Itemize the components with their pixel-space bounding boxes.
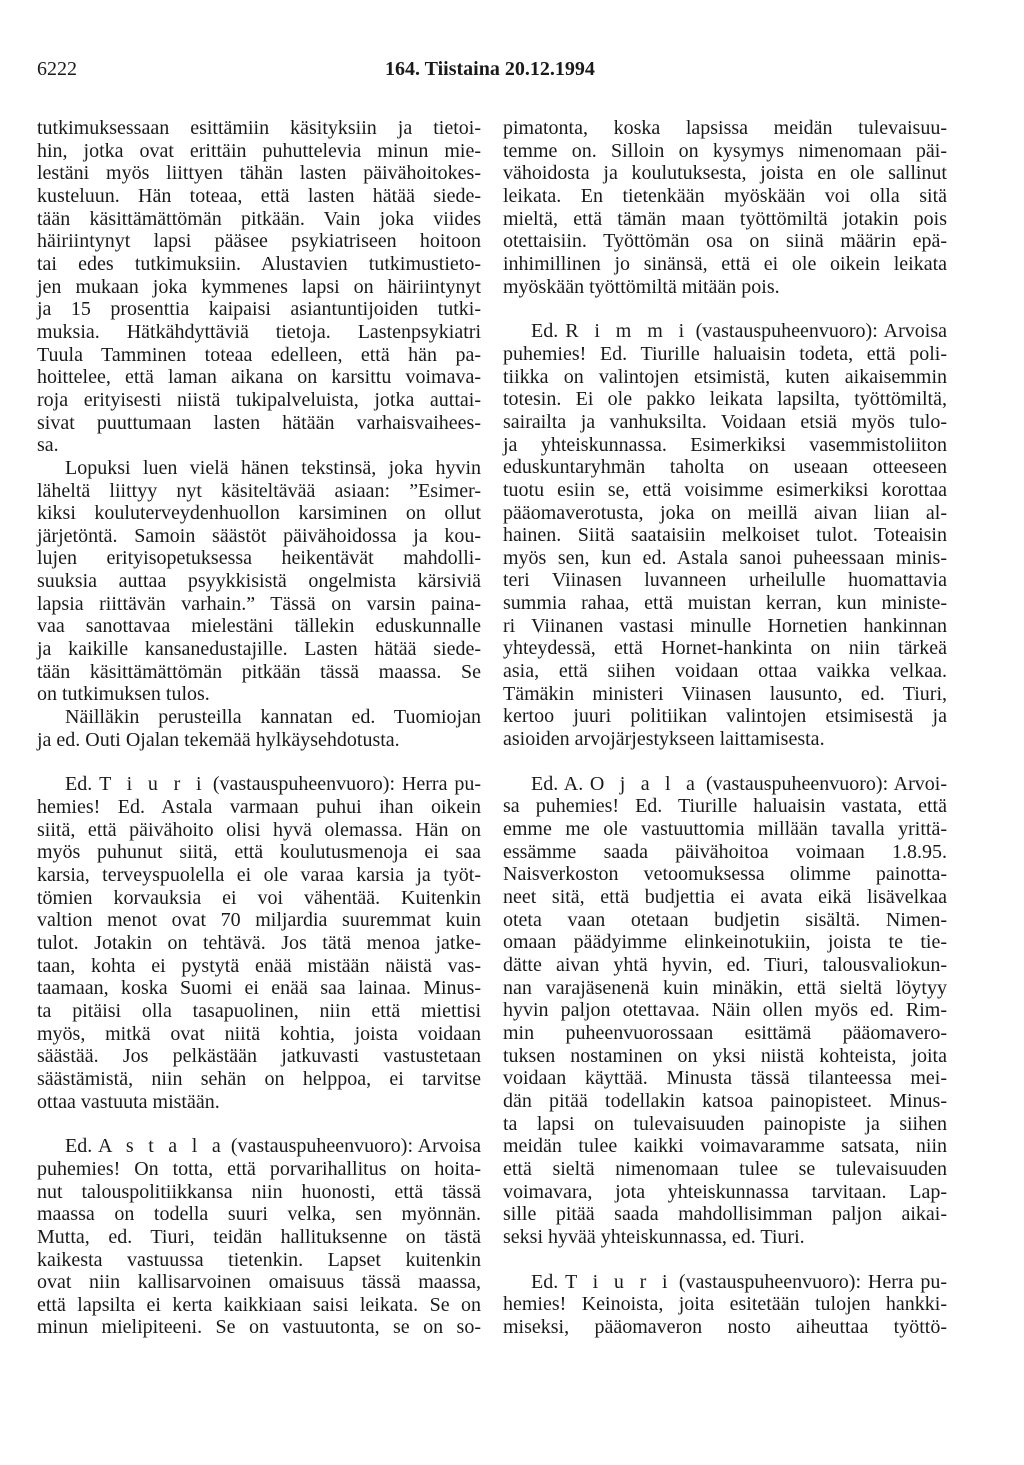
- speaker-prefix: Ed.: [531, 320, 559, 343]
- speech-opening-text: (vastauspuheenvuoro): Arvoisa: [695, 320, 947, 343]
- text-line: nut talouspolitiikkansa niin huonosti, että tässä: [37, 1180, 481, 1203]
- text-line: valtion menot ovat 70 miljardia suuremmat kuin: [37, 909, 481, 932]
- speech-body: [37, 1158, 481, 1339]
- text-line: Lopuksi luen vielä hänen tekstinsä, joka hyvin: [65, 456, 481, 479]
- speech-opening-line: [503, 773, 947, 796]
- speech-body: [503, 343, 947, 751]
- text-line: suuksia auttaa psyykkisistä ongelmista kärsiviä: [37, 570, 481, 593]
- speech-paragraph: [37, 1135, 481, 1339]
- text-line: essämme saada päivähoitoa voimaan 1.8.95.: [503, 840, 947, 863]
- text-line: ta lapsi on tulevaisuuden painopiste ja siihen: [503, 1112, 947, 1135]
- text-line: lujen erityisopetuksessa heikentävät mahdolli-: [37, 547, 481, 570]
- text-line: hemies! Ed. Astala varmaan puhui ihan oikein: [37, 796, 481, 819]
- text-line: kaikesta vastuussa tietenkin. Lapset kuitenkin: [37, 1248, 481, 1271]
- speech-opening-text: (vastauspuheenvuoro): Herra pu-: [678, 1270, 948, 1293]
- text-line: seksi hyvää yhteiskunnassa, ed. Tiuri.: [503, 1225, 805, 1248]
- text-line: emme me ole vastuuttomia millään tavalla yrittä-: [503, 818, 947, 841]
- text-line: sille pitää saada mahdollisimman paljon aikai-: [503, 1203, 947, 1226]
- text-line: ovat niin kallisarvoinen omaisuus tässä maassa,: [37, 1271, 481, 1294]
- speech-paragraph: [37, 773, 481, 1113]
- text-line: hin, jotka ovat erittäin puhuttelevia minun mie-: [37, 139, 481, 162]
- text-line: häiriintynyt lapsi pääsee psykiatriseen hoitoon: [37, 230, 481, 253]
- text-line: on tutkimuksen tulos.: [37, 683, 210, 706]
- page-number: 6222: [37, 58, 77, 80]
- text-line: puhemies! Ed. Tiurille haluaisin todeta, että poli-: [503, 342, 947, 365]
- text-line: karsia, terveyspuolella ei ole varaa karsia ja työt-: [37, 864, 481, 886]
- speech-paragraph: [503, 320, 947, 750]
- paragraph-gap: [503, 298, 947, 320]
- speech-opening-line: [37, 773, 481, 796]
- text-line: ja 15 prosenttia kaipaisi asiantuntijoiden tutki-: [37, 298, 481, 321]
- text-line: ri Viinanen vastasi minulle Hornetien hankinnan: [503, 614, 947, 637]
- text-line: kertoo juuri politiikan valintojen etsimisestä ja: [503, 705, 947, 728]
- text-line: myös, mitkä ovat niitä kohtia, joista voidaan: [37, 1022, 481, 1045]
- speech-body: [503, 795, 947, 1248]
- text-line: että sieltä nimenomaan tulee se tulevaisuuden: [503, 1157, 947, 1180]
- speaker-name: R i m m i: [565, 320, 689, 343]
- text-line: teri Viinasen luvanneen urheilulle huomattavia: [503, 569, 947, 592]
- text-line: meidän tulee kaikki voimavaramme satsata, niin: [503, 1135, 947, 1158]
- text-line: neet sitä, että budjettia ei avata eikä lisävelkaa: [503, 886, 947, 908]
- text-line: sivat puuttumaan lasten hätään varhaisvaihees-: [37, 411, 481, 434]
- text-line: siitä, että päivähoito olisi hyvä olemassa. Hän on: [37, 818, 481, 841]
- speech-opening-line: [37, 1135, 481, 1158]
- speaker-name: T i u r i: [99, 773, 206, 796]
- text-line: Naisverkoston vetoomuksessa olimme painotta-: [503, 863, 947, 886]
- paragraph: [37, 706, 481, 751]
- text-line: nan varajäsenenä kuin minäkin, että sieltä löytyy: [503, 976, 947, 999]
- text-line: ta pitäisi olla tasapuolinen, niin että miettisi: [37, 999, 481, 1022]
- paragraph: [37, 457, 481, 706]
- text-line: dätte aivan yhtä hyvin, ed. Tiuri, talousvaliokun-: [503, 953, 947, 976]
- text-line: voimavara, jota yhteiskunnassa tarvitaan. Lap-: [503, 1180, 947, 1203]
- text-line: minun mielipiteeni. Se on vastuutonta, se on so-: [37, 1316, 481, 1339]
- text-line: pääomaverotusta, joka on meillä aivan liian al-: [503, 501, 947, 524]
- text-line: tai edes tutkimuksiin. Alustavien tutkimustieto-: [37, 252, 481, 275]
- text-line: otettaisiin. Työttömän osa on siinä määrin epä-: [503, 230, 947, 253]
- speaker-name: A s t a l a: [97, 1135, 226, 1158]
- text-line: että lapsilta ei kerta kaikkiaan saisi leikata. Se on: [37, 1293, 481, 1316]
- speech-paragraph: [503, 773, 947, 1249]
- text-line: taan, kohta ei pystytä enää mistään näistä vas-: [37, 954, 481, 977]
- text-line: puhemies! On totta, että porvarihallitus on hoita-: [37, 1157, 481, 1180]
- text-line: omaan päädyimme elinkeinotukiin, joista te tie-: [503, 931, 947, 954]
- text-line: läheltä liittyy nyt käsiteltävää asiaan: ”Esimer-: [37, 479, 481, 502]
- speaker-prefix: Ed.: [65, 773, 93, 796]
- text-line: kiksi kouluterveydenhuollon karsiminen on ollut: [37, 502, 481, 525]
- text-line: voidaan käyttää. Minusta tässä tilanteessa mei-: [503, 1067, 947, 1090]
- text-line: vaa sanottavaa mielestäni tällekin eduskunnalle: [37, 615, 481, 638]
- text-line: tuksen nostaminen on yksi niistä kohteista, joita: [503, 1044, 947, 1067]
- text-line: ottaa vastuuta mistään.: [37, 1090, 220, 1113]
- text-line: tään käsittämättömän pitkään tässä maassa. Se: [37, 660, 481, 683]
- speech-opening-text: (vastauspuheenvuoro): Arvoi-: [705, 772, 947, 795]
- text-line: myöskään työttömiltä mitään pois.: [503, 275, 780, 298]
- text-line: lapsia riittävän varhain.” Tässä on varsin paina-: [37, 592, 481, 615]
- paragraph-gap: [503, 1249, 947, 1271]
- text-line: eduskuntaryhmän taholta on useaan otteeseen: [503, 456, 947, 479]
- text-line: maassa on todella suuri velka, sen myönnän.: [37, 1203, 481, 1226]
- text-line: ja kaikille kansanedustajille. Lasten hätää siede-: [37, 638, 481, 661]
- text-line: dän pitää todellakin katsoa painopisteet. Minus-: [503, 1089, 947, 1112]
- text-line: inhimillinen jo sinänsä, että ei ole oikein leikata: [503, 252, 947, 275]
- right-column: [503, 117, 947, 1338]
- text-line: hemies! Keinoista, joita esitetään tulojen hankki-: [503, 1293, 947, 1316]
- speaker-name: O j a l a: [589, 772, 700, 795]
- paragraph-gap: [37, 1113, 481, 1135]
- speaker-prefix: Ed.: [65, 1135, 93, 1158]
- text-line: summia rahaa, että muistan kerran, kun ministe-: [503, 592, 947, 615]
- speech-paragraph: [503, 1271, 947, 1339]
- text-line: sa puhemies! Ed. Tiurille haluaisin vastata, että: [503, 795, 947, 818]
- page-header-title: 164. Tiistaina 20.12.1994: [385, 58, 595, 80]
- text-line: yhteydessä, että Hornet-hankinta on niin tärkeä: [503, 637, 947, 660]
- text-line: Mutta, ed. Tiuri, teidän hallituksenne on tästä: [37, 1225, 481, 1248]
- speech-body: [503, 1293, 947, 1338]
- text-line: hainen. Siitä saataisiin melkoiset tulot. Toteaisin: [503, 524, 947, 547]
- text-line: hoittelee, että laman aikana on karsittu voimava-: [37, 366, 481, 389]
- text-line: ja ed. Outi Ojalan tekemää hylkäysehdotusta.: [37, 728, 400, 751]
- text-line: lestäni myös liittyen tähän lasten päivähoitokes-: [37, 162, 481, 185]
- text-line: säästämistä, niin sehän on helppoa, ei tarvitse: [37, 1067, 481, 1090]
- text-line: tutkimuksessaan esittämiin käsityksiin ja tietoi-: [37, 117, 481, 139]
- text-line: oteta vaan otetaan budjetin sisältä. Nimen-: [503, 908, 947, 931]
- text-line: tömien korvauksia ei voi vähentää. Kuitenkin: [37, 886, 481, 909]
- text-line: ja yhteiskunnassa. Esimerkiksi vasemmistoliiton: [503, 433, 947, 456]
- text-line: totesin. Ei ole pakko leikata lapsilta, työttömiltä,: [503, 388, 947, 411]
- speech-opening-line: [503, 1271, 947, 1294]
- left-column: [37, 117, 481, 1339]
- paragraph: [37, 117, 481, 457]
- text-line: kusteluun. Hän toteaa, että lasten hätää siede-: [37, 184, 481, 207]
- paragraph-gap: [503, 751, 947, 773]
- text-line: asioiden arvojärjestykseen laittamisesta.: [503, 728, 825, 751]
- text-line: Tuula Tamminen toteaa edelleen, että hän pa-: [37, 343, 481, 366]
- text-line: myös puhunut siitä, että koulutusmenoja ei saa: [37, 841, 481, 864]
- text-line: tuotu esiin se, että voisimme esimerkiksi korottaa: [503, 478, 947, 501]
- paragraph: [503, 117, 947, 298]
- text-line: leikata. En tietenkään myöskään voi olla sitä: [503, 184, 947, 207]
- text-line: tään käsittämättömän pitkään. Vain joka viides: [37, 207, 481, 230]
- text-line: asia, että siihen voidaan ottaa vaikka velkaa.: [503, 660, 947, 683]
- speaker-prefix: Ed. A.: [531, 772, 584, 795]
- speech-opening-text: (vastauspuheenvuoro): Arvoisa: [230, 1135, 481, 1158]
- text-line: min puheenvuorossaan esittämä pääomavero-: [503, 1021, 947, 1044]
- text-line: tiikka on valintojen etsimistä, kuten aikaisemmin: [503, 365, 947, 388]
- speech-opening-text: (vastauspuheenvuoro): Herra pu-: [212, 773, 482, 796]
- text-line: muksia. Hätkähdyttäviä tietoja. Lastenpsykiatri: [37, 320, 481, 343]
- text-line: taamaan, koska Suomi ei enää saa lainaa. Minus-: [37, 977, 481, 1000]
- speech-body: [37, 796, 481, 1113]
- text-line: Tämäkin ministeri Viinasen lausunto, ed. Tiuri,: [503, 682, 947, 705]
- text-line: Näilläkin perusteilla kannatan ed. Tuomiojan: [65, 706, 481, 729]
- speaker-name: T i u r i: [565, 1270, 672, 1293]
- speaker-prefix: Ed.: [531, 1270, 559, 1293]
- text-line: hyvin paljon otettavaa. Näin ollen myös ed. Rim-: [503, 999, 947, 1022]
- text-line: säästää. Jos pelkästään jatkuvasti vastustetaan: [37, 1045, 481, 1068]
- text-line: sairailta ja vanhuksilta. Voidaan etsiä myös tulo-: [503, 410, 947, 433]
- paragraph-gap: [37, 751, 481, 773]
- text-line: vähoidosta ja koulutuksesta, joista en ole sallinut: [503, 162, 947, 185]
- text-line: sa.: [37, 434, 59, 457]
- text-line: pimatonta, koska lapsissa meidän tulevaisuu-: [503, 117, 947, 139]
- text-line: temme on. Silloin on kysymys nimenomaan päi-: [503, 139, 947, 162]
- text-line: mieltä, että tämän maan työttömiltä jotakin pois: [503, 207, 947, 230]
- text-line: myös sen, kun ed. Astala sanoi puheessaan minis-: [503, 546, 947, 569]
- text-line: miseksi, pääomaveron nosto aiheuttaa työttö-: [503, 1315, 947, 1338]
- text-line: jen mukaan joka kymmenes lapsi on häiriintynyt: [37, 275, 481, 298]
- speech-opening-line: [503, 320, 947, 343]
- text-line: roja erityisesti niistä tukipalveluista, jotka auttai-: [37, 388, 481, 411]
- text-line: tulot. Jotakin on tehtävä. Jos tätä menoa jatke-: [37, 931, 481, 954]
- text-line: järjetöntä. Samoin säästöt päivähoidossa ja kou-: [37, 524, 481, 547]
